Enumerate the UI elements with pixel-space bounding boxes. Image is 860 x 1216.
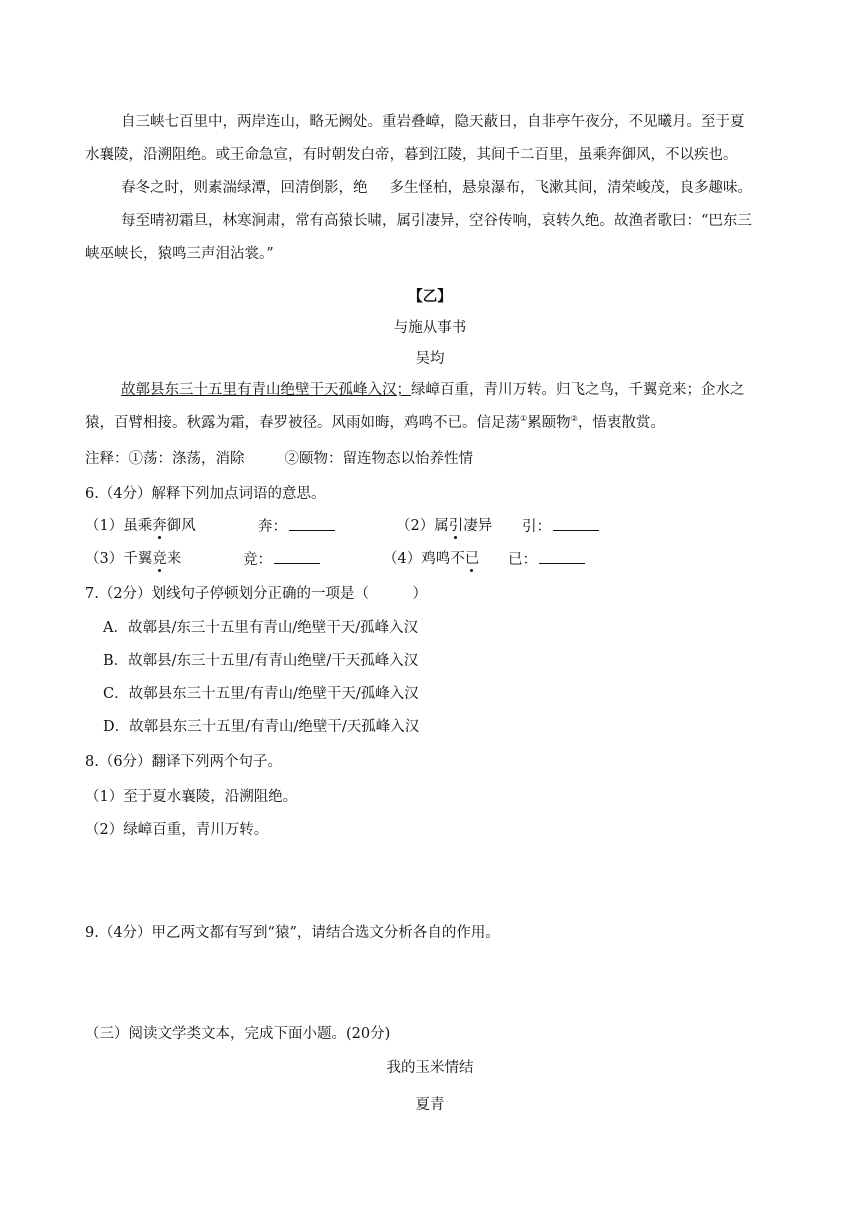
q7-option-c[interactable]: C．故鄣县东三十五里/有青山/绝壁干天/孤峰入汉 [103, 686, 419, 702]
q7-option-b[interactable]: B．故鄣县/东三十五里/有青山绝壁/干天孤峰入汉 [103, 653, 419, 669]
jia-paragraph-1-line-2: 水襄陵，沿溯阻绝。或王命急宣，有时朝发白帝，暮到江陵，其间千二百里，虽乘奔御风，不以疾也。 [85, 147, 738, 163]
q6-item-3-post: 来 [166, 551, 182, 567]
q6-answer-blank-2[interactable] [553, 516, 599, 531]
yi-author: 吴均 [415, 351, 445, 367]
yi-heading: 【乙】 [408, 288, 452, 305]
q6-item-1-answer [258, 516, 335, 537]
section-3-heading: （三）阅读文学类文本，完成下面小题。(20分) [85, 1026, 391, 1042]
q6-answer-blank-4[interactable] [539, 549, 585, 564]
notes [85, 449, 473, 469]
q6-item-4-dotted-word: 已 [464, 551, 480, 567]
question-7-stem: 7.（2分）划线句子停顿划分正确的一项是（ ） [85, 586, 428, 602]
q6-item-3 [85, 549, 181, 569]
q6-item-1-post: 御风 [166, 518, 196, 534]
q6-item-4-pre: （4）鸡鸣不 [383, 551, 465, 567]
q6-item-1-pre: （1）虽乘 [85, 518, 153, 534]
yi-underlined-sentence: 故鄣县东三十五里有青山绝壁干天孤峰入汉； [121, 382, 411, 398]
yi-line-2-part-c: ，悟衷散赏。 [577, 415, 665, 431]
q7-option-d[interactable]: D．故鄣县东三十五里/有青山/绝壁干/天孤峰入汉 [103, 719, 420, 735]
note-1: 注释：①荡：涤荡，消除 [85, 451, 245, 467]
q6-item-2-answer [522, 516, 599, 537]
q6-item-3-dotted-word: 竞 [152, 551, 167, 567]
q6-item-3-label: 竞： [243, 552, 272, 568]
q6-item-2-post: 凄异 [463, 518, 493, 534]
q6-item-4-label: 已： [508, 552, 537, 568]
yi-line-1-rest: 绿嶂百重，青川万转。归飞之鸟，千翼竞来；企水之 [411, 382, 745, 398]
q6-item-2-dotted-word: 引 [448, 518, 464, 534]
jia-paragraph-3-line-1: 每至晴初霜旦，林寒涧肃，常有高猿长啸，属引凄异，空谷传响，哀转久绝。故渔者歌曰：“巴东三 [121, 213, 752, 229]
jia-paragraph-2-part-a: 春冬之时，则素湍绿潭，回清倒影，绝 [121, 180, 368, 196]
yi-paragraph-line-2 [85, 413, 665, 433]
note-2: ②颐物：留连物态以怡养性情 [284, 451, 473, 467]
yi-paragraph-line-1 [121, 380, 745, 400]
q8-sentence-1: （1）至于夏水襄陵，沿溯阻绝。 [85, 789, 298, 805]
jia-paragraph-2-part-b: 多生怪柏，悬泉瀑布，飞漱其间，清荣峻茂，良多趣味。 [389, 180, 752, 196]
section-3-title: 我的玉米情结 [386, 1060, 474, 1076]
q6-item-3-answer [243, 549, 320, 570]
q6-item-1-label: 奔： [258, 519, 287, 535]
question-9-stem: 9.（4分）甲乙两文都有写到“猿”，请结合选文分析各自的作用。 [85, 925, 500, 941]
section-3-author: 夏青 [415, 1097, 445, 1113]
jia-paragraph-2 [121, 178, 752, 198]
question-6-stem: 6.（4分）解释下列加点词语的意思。 [85, 486, 326, 502]
q6-answer-blank-3[interactable] [274, 549, 320, 564]
yi-line-2-part-b: 累颐物 [527, 415, 571, 431]
q6-item-4 [383, 549, 479, 569]
jia-paragraph-3-line-2: 峡巫峡长，猿鸣三声泪沾裳。” [85, 246, 274, 262]
yi-title: 与施从事书 [393, 320, 467, 336]
q6-item-4-answer [508, 549, 585, 570]
yi-line-2-part-a: 猿，百臂相接。秋露为霜，春罗被径。风雨如晦，鸡鸣不已。信足荡 [85, 415, 520, 431]
footnote-marker-1: ① [520, 414, 528, 424]
q6-item-1-dotted-word: 奔 [152, 518, 167, 534]
jia-paragraph-1-line-1: 自三峡七百里中，两岸连山，略无阙处。重岩叠嶂，隐天蔽日，自非亭午夜分，不见曦月。至于夏 [121, 114, 745, 130]
q8-sentence-2: （2）绿嶂百重，青川万转。 [85, 822, 269, 838]
q6-answer-blank-1[interactable] [289, 516, 335, 531]
q6-item-3-pre: （3）千翼 [85, 551, 153, 567]
footnote-marker-2: ② [570, 414, 578, 424]
question-8-stem: 8.（6分）翻译下列两个句子。 [85, 754, 283, 770]
q7-option-a[interactable]: A．故鄣县/东三十五里有青山/绝壁干天/孤峰入汉 [103, 620, 419, 636]
q6-item-2-label: 引： [522, 519, 551, 535]
q6-item-2 [396, 516, 492, 536]
q6-item-2-pre: （2）属 [396, 518, 449, 534]
